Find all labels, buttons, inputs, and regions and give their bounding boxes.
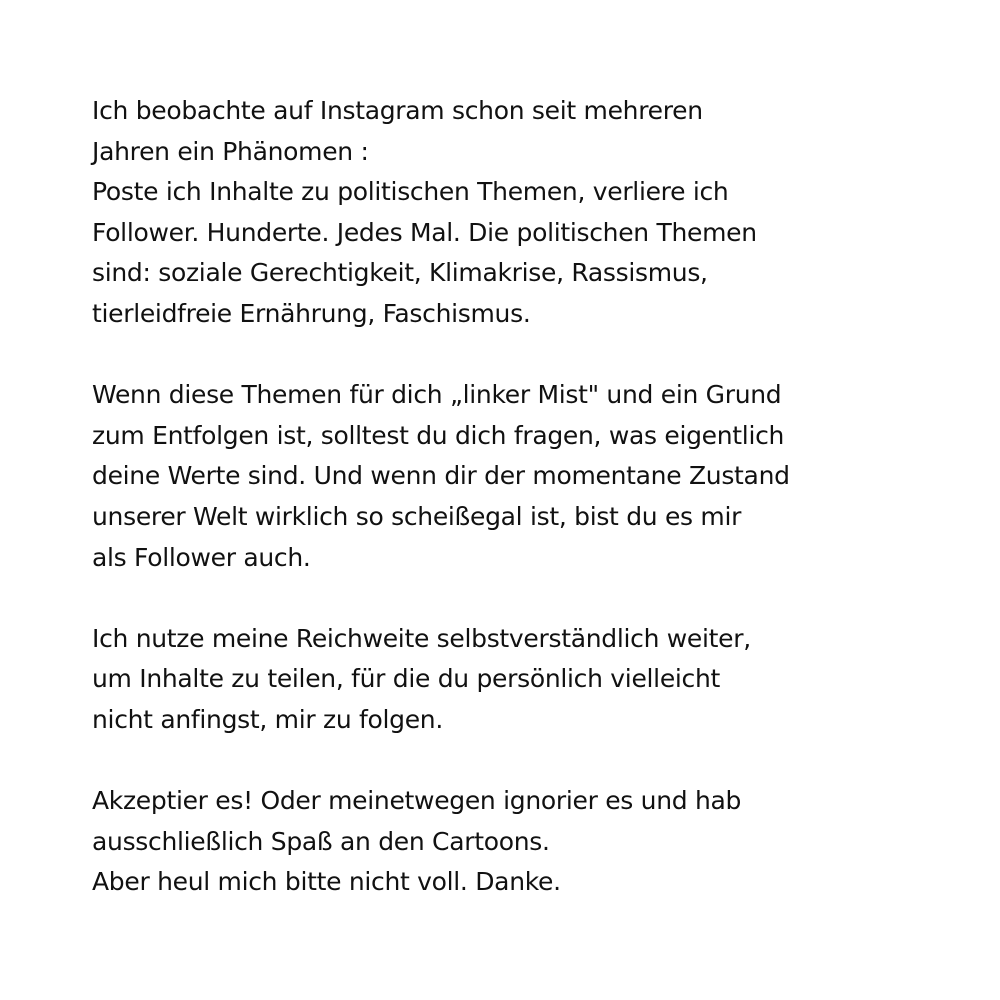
text-line: Aber heul mich bitte nicht voll. Danke. xyxy=(92,867,561,897)
text-line: Ich beobachte auf Instagram schon seit mehreren xyxy=(92,96,703,125)
text-line: zum Entfolgen ist, solltest du dich fragen, was eigentlich xyxy=(92,420,785,450)
paragraph-reach xyxy=(92,619,972,741)
text-line: Poste ich Inhalte zu politischen Themen, verliere ich xyxy=(92,177,729,207)
text-line: Ich nutze meine Reichweite selbstverständlich weiter, xyxy=(92,623,751,653)
text-line: um Inhalte zu teilen, für die du persönlich vielleicht xyxy=(92,664,721,694)
paragraph-closing xyxy=(92,781,972,903)
text-line: deine Werte sind. Und wenn dir der momentane Zustand xyxy=(92,461,790,491)
paragraph-observation xyxy=(92,91,972,335)
statement-text xyxy=(92,91,972,903)
paragraph-values xyxy=(92,375,972,578)
text-line: ausschließlich Spaß an den Cartoons. xyxy=(92,826,550,856)
text-line: Jahren ein Phänomen : xyxy=(92,136,369,166)
text-line: unserer Welt wirklich so scheißegal ist, bist du es mir xyxy=(92,501,742,531)
text-line: Follower. Hunderte. Jedes Mal. Die politischen Themen xyxy=(92,217,757,247)
text-line: Akzeptier es! Oder meinetwegen ignorier es und hab xyxy=(92,786,742,816)
text-line: nicht anfingst, mir zu folgen. xyxy=(92,704,443,734)
text-line: tierleidfreie Ernährung, Faschismus. xyxy=(92,298,531,328)
text-line: Wenn diese Themen für dich „linker Mist" und ein Grund xyxy=(92,380,782,410)
text-line: als Follower auch. xyxy=(92,542,311,572)
text-line: sind: soziale Gerechtigkeit, Klimakrise, Rassismus, xyxy=(92,258,708,288)
